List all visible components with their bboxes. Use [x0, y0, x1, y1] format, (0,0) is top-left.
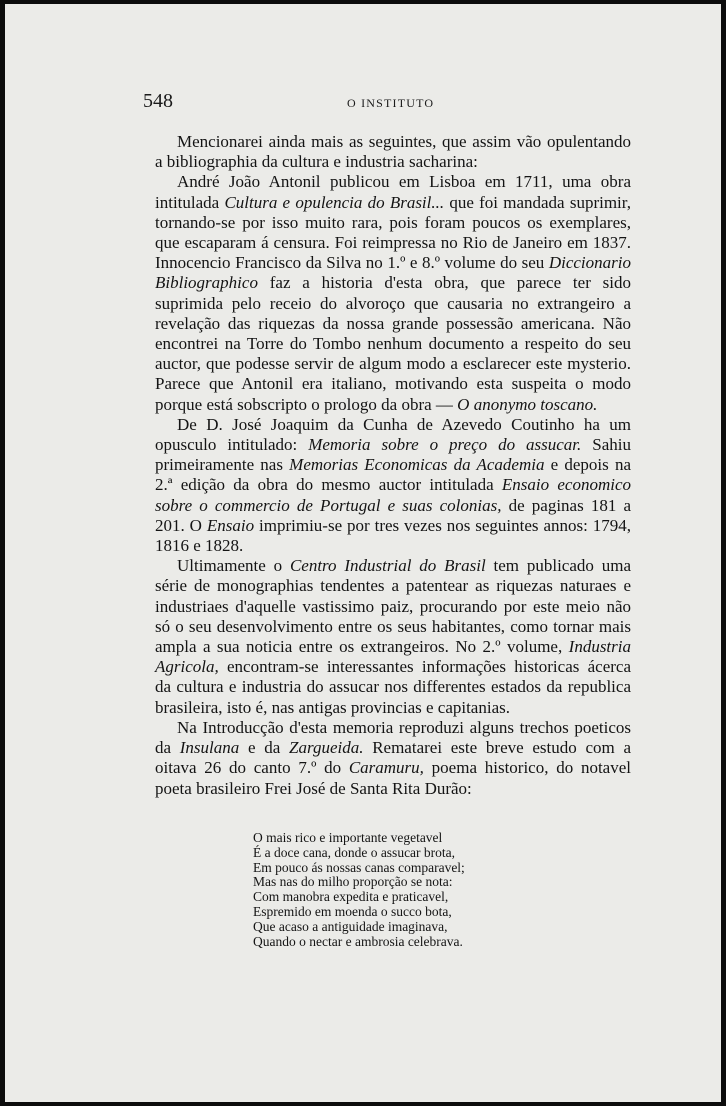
text-run: tem publicado uma série de monographias tendentes a patentear as riquezas naturaes e industriaes d'aquelle vastissimo paiz, procurando por este meio não só o seu desenvolvimento entre os seus habitantes, como tornar mais ampla a sua noticia entre os extrangeiros. No 2.º volume,: [155, 556, 631, 657]
text-run: Ultimamente o: [177, 556, 290, 576]
paragraph: [155, 132, 631, 172]
text-run: Sahiu primeiramente nas: [155, 435, 631, 475]
paragraph: [155, 415, 631, 556]
poem-line: O mais rico e importante vegetavel: [253, 830, 443, 845]
text-run: De D. José Joaquim da Cunha de Azevedo Coutinho ha um opusculo intitulado:: [155, 414, 631, 455]
italic-title: Diccionario Bibliographico: [155, 253, 631, 293]
text-run: poema historico, do notavel poeta brasileiro Frei José de Santa Rita Durão:: [155, 758, 631, 798]
italic-title: Insulana: [179, 738, 240, 758]
text-run: faz a historia d'esta obra, que parece ter sido suprimida pelo receio do alvoroço que causaria no extrangeiro a revelação das riquezas da nossa grande possessão americana. Não encontrei na Torre do Tombo nenhum documento a respeito do seu auctor, que podesse servir de algum modo a esclarecer este mysterio. Parece que Antonil era italiano, motivando esta suspeita o modo porque está sobscripto o prologo da obra —: [155, 273, 631, 414]
italic-title: Ensaio: [206, 515, 255, 535]
running-title: O INSTITUTO: [347, 96, 435, 110]
page-number: 548: [143, 90, 173, 112]
text-run: encontram-se interessantes informações historicas ácerca da cultura e industria do assucar nos differentes estados da republica brasileira, isto é, nas antigas provincias e capitanias.: [155, 657, 631, 717]
poem-line: Em pouco ás nossas canas comparavel;: [253, 859, 465, 875]
book-page: [5, 4, 721, 1102]
text-run: Mencionarei ainda mais as seguintes, que assim vão opulentando a bibliographia da cultura e industria sacharina:: [155, 132, 631, 172]
text-run: que foi mandada suprimir, tornando-se por isso muito rara, pois foram poucos os exemplares, que escaparam á censura. Foi reimpressa no Rio de Janeiro em 1837. Innocencio Francisco da Silva no 1.º e 8.º volume do seu: [155, 192, 632, 273]
poem-line: É a doce cana, donde o assucar brota,: [253, 844, 456, 860]
page-header: [143, 90, 633, 116]
paragraph: [155, 172, 631, 414]
text-run: e da: [239, 738, 290, 758]
italic-title: Memoria sobre o preço do assucar.: [308, 435, 582, 455]
italic-title: Cultura e opulencia do Brasil...: [224, 192, 445, 212]
text-run: de paginas 181 a 201. O: [155, 495, 631, 535]
text-run: e depois na 2.ª edição da obra do mesmo auctor intitulada: [155, 455, 632, 495]
italic-title: Memorias Economicas da Academia: [289, 455, 545, 475]
poem-line: Que acaso a antiguidade imaginava,: [253, 918, 448, 934]
body-text: [155, 132, 631, 799]
text-run: Rematarei este breve estudo com a oitava 26 do canto 7.º do: [155, 738, 632, 778]
italic-title: O anonymo toscano.: [457, 394, 598, 414]
poem-line: Mas nas do milho proporção se nota:: [253, 874, 453, 890]
italic-title: Caramuru,: [348, 758, 424, 778]
italic-title: Industria Agricola,: [155, 637, 631, 677]
paragraph: [155, 556, 631, 718]
poem-stanza: [253, 831, 465, 949]
text-run: imprimiu-se por tres vezes nos seguintes annos: 1794, 1816 e 1828.: [155, 515, 631, 556]
italic-title: Ensaio economico sobre o commercio de Portugal e suas colonias,: [155, 475, 632, 515]
italic-title: Zargueida.: [289, 738, 364, 758]
text-run: Na Introducção d'esta memoria reproduzi alguns trechos poeticos da: [155, 717, 631, 758]
italic-title: Centro Industrial do Brasil: [289, 556, 486, 576]
text-run: André João Antonil publicou em Lisboa em 1711, uma obra intitulada: [155, 172, 631, 212]
paragraph: [155, 718, 631, 799]
poem-line: Com manobra expedita e praticavel,: [253, 889, 449, 905]
poem-line: Quando o nectar e ambrosia celebrava.: [253, 933, 463, 949]
poem-line: Espremido em moenda o succo bota,: [253, 903, 452, 919]
